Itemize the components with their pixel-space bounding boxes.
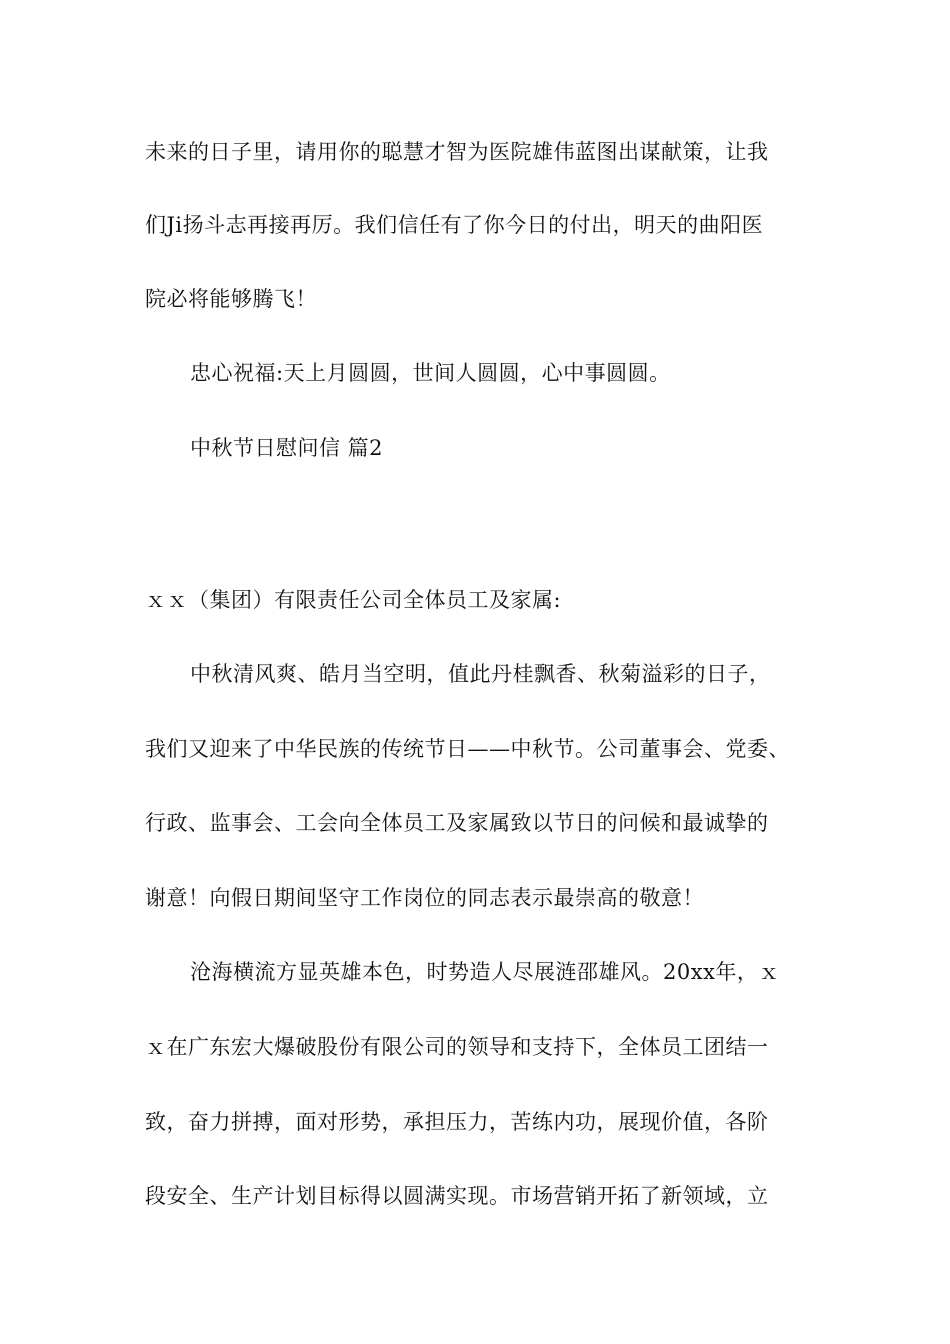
body-text-line: 段安全、生产计划目标得以圆满实现。市场营销开拓了新领域，立 bbox=[145, 1184, 769, 1208]
body-text-line: 们Ji扬斗志再接再厉。我们信任有了你今日的付出，明天的曲阳医 bbox=[145, 213, 764, 237]
body-text-line: ｘ在广东宏大爆破股份有限公司的领导和支持下，全体员工团结一 bbox=[145, 1035, 769, 1059]
body-text-line: 院必将能够腾飞！ bbox=[145, 287, 317, 311]
body-text-line: 致，奋力拼搏，面对形势，承担压力，苦练内功，展现价值，各阶 bbox=[145, 1110, 769, 1134]
blessing-line: 忠心祝福:天上月圆圆，世间人圆圆，心中事圆圆。 bbox=[190, 361, 671, 385]
body-text-line: 未来的日子里，请用你的聪慧才智为医院雄伟蓝图出谋献策，让我 bbox=[145, 140, 769, 164]
body-text-line: 行政、监事会、工会向全体员工及家属致以节日的问候和最诚挚的 bbox=[145, 811, 769, 835]
body-text-line: 我们又迎来了中华民族的传统节日——中秋节。公司董事会、党委、 bbox=[145, 737, 790, 761]
body-text-line: 中秋清风爽、皓月当空明，值此丹桂飘香、秋菊溢彩的日子， bbox=[190, 662, 771, 686]
letter-salutation: ｘｘ（集团）有限责任公司全体员工及家属: bbox=[145, 588, 562, 612]
body-text-line: 沧海横流方显英雄本色，时势造人尽展涟邵雄风。20xx年，ｘ bbox=[190, 960, 780, 984]
body-text-line: 谢意！向假日期间坚守工作岗位的同志表示最崇高的敬意！ bbox=[145, 886, 704, 910]
section-heading: 中秋节日慰问信 篇2 bbox=[190, 436, 384, 460]
